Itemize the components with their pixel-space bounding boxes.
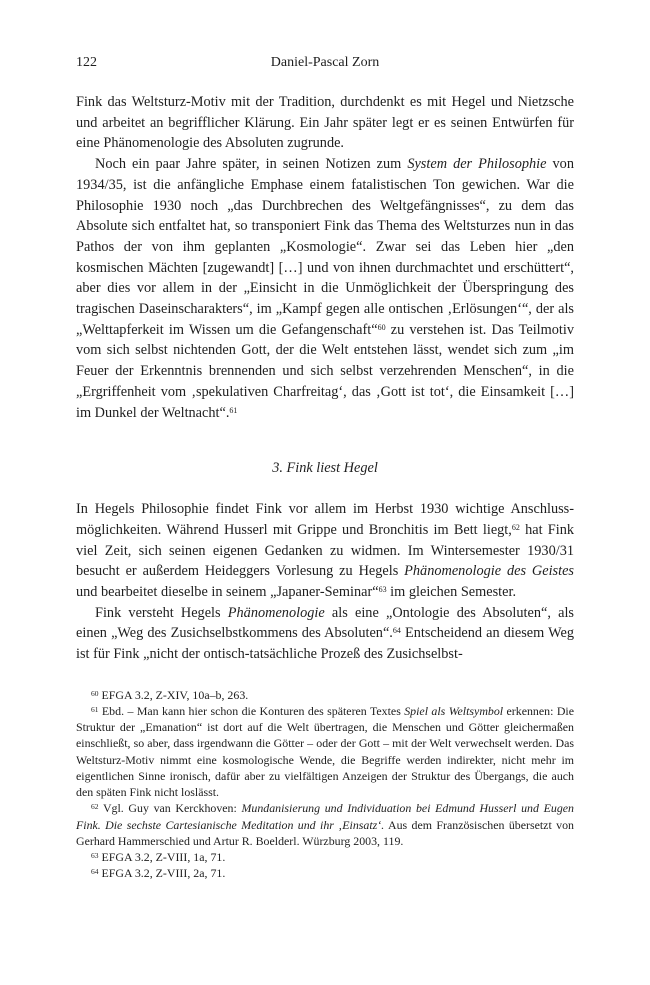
running-head-author: Daniel-Pascal Zorn xyxy=(270,55,380,70)
footnote-ref: 60 xyxy=(377,322,386,332)
footnote-number: 63 xyxy=(91,850,99,860)
footnote-63 xyxy=(76,849,574,865)
footnote-61 xyxy=(76,703,574,800)
footnote-text: EFGA 3.2, Z-VIII, 2a, 71. xyxy=(101,866,226,881)
italic-title: Spiel als Weltsymbol xyxy=(404,704,504,719)
footnote-number: 61 xyxy=(91,705,99,715)
italic-title: Phänomenologie xyxy=(227,604,325,621)
paragraph: Fink das Weltsturz-Motiv mit der Tradition, durchdenkt es mit Hegel und Nietzsche und arbeitet an begrifflicher Klärung. Ein Jahr später legt er es seinen Entwürfen für eine Phänomenologie des Absoluten zugrunde. xyxy=(76,94,574,152)
footnote-ref: 62 xyxy=(511,522,520,532)
text-run: In Hegels Philosophie findet Fink vor allem im Herbst 1930 wichtige Anschlussmöglichkeiten. Während Husserl mit Grippe und Bronchitis im Bett liegt, xyxy=(76,501,574,538)
text-run: von 1934/35, ist die anfängliche Emphase einem fatalistischen Ton gewichen. War die Philosophie 1930 noch „das Durchbrechen des Weltgefängnisses“, zu dem das Absolute sich entfaltet hat, so transponiert Fink das Thema des Weltsturzes nun in das Pathos der von ihm geplanten „Kosmologie“. Zwar sei das Leben hier „den kosmischen Mächten [zugewandt] […] und von ihnen durchmachtet und erschüttert“, aber dies vor allem in der „Einsicht in die Unmöglichkeit der Überspringung des tragischen Daseinscharakters“, im „Kampf gegen alle ontischen ‚Erlösungen‘“, der als „Welttapferkeit im Wissen um die Gefangenschaft“ xyxy=(76,156,574,338)
italic-title: Mundanisierung und Individuation bei Edmund Husserl und Eugen Fink. Die sechste Cartesianische Meditation und ihr ‚Einsatz‘. xyxy=(76,801,574,832)
text-run: Entscheidend an diesem Weg ist für Fink „nicht der ontisch-tatsächliche Prozeß des Zusichselbst- xyxy=(76,625,574,663)
footnote-number: 60 xyxy=(91,688,99,698)
footnote-62 xyxy=(76,800,574,849)
italic-title: Phänomenologie des Geistes xyxy=(404,563,574,580)
book-page xyxy=(76,55,574,881)
section-heading: 3. Fink liest Hegel xyxy=(272,460,378,477)
text-run: zu verstehen ist. Das Teilmotiv vom sich selbst nichtenden Gott, der die Welt entstehen lässt, wendet sich zum „im Feuer der Erkenntnis brennenden und sich selbst verzehrenden Menschen“, in die „Ergriffenheit vom ‚spekulativen Charfreitag‘, das ‚Gott ist tot‘, die Einsamkeit […] im Dunkel der Weltnacht“. xyxy=(76,321,575,421)
footnote-text: erkennen: Die Struktur der „Emanation“ ist dort auf die Welt übertragen, die Menschen und Götter gleichermaßen einschließt, so aber, dass irgendwann die Götter – oder der Gott – mit der Welt verwechselt werden. Das Weltsturz-Motiv nimmt eine kosmologische Wende, die Begriffe werden indirekter, nicht mehr im eigentlichen Sinne ironisch, dafür aber zu vielfältigen Anzeigen der Struktur des Übergangs, die auch den späten Fink nicht loslässt. xyxy=(76,704,574,800)
paragraph xyxy=(76,499,574,603)
footnote-number: 62 xyxy=(91,802,99,812)
footnote-text: Aus dem Französischen übersetzt von Gerhard Hammerschied und Artur R. Boelderl. Würzburg 2003, 119. xyxy=(76,817,574,848)
paragraph xyxy=(76,154,574,423)
text-run: Noch ein paar Jahre später, in seinen Notizen zum xyxy=(95,156,408,173)
footnote-text: Ebd. – Man kann hier schon die Konturen des späteren Textes xyxy=(101,704,405,719)
main-text xyxy=(76,92,574,665)
footnote-ref: 61 xyxy=(229,405,238,415)
italic-title: System der Philosophie xyxy=(407,156,547,173)
text-run: im gleichen Semester. xyxy=(386,584,517,601)
footnote-text: EFGA 3.2, Z-XIV, 10a–b, 263. xyxy=(101,687,249,702)
footnote-ref: 64 xyxy=(392,626,401,636)
footnote-number: 64 xyxy=(91,867,99,877)
text-run: und bearbeitet dieselbe in seinem „Japaner-Seminar“ xyxy=(76,584,379,601)
text-run: als eine „Ontologie des Absoluten“, als einen „Weg des Zusichselbstkommens des Absoluten“. xyxy=(76,604,574,642)
text-run: hat Fink viel Zeit, sich seinen eigenen Gedanken zu widmen. Im Wintersemester 1930/31 besucht er außerdem Heideggers Vorlesung zu Hegels xyxy=(76,521,574,580)
footnote-64 xyxy=(76,865,574,881)
footnote-text: EFGA 3.2, Z-VIII, 1a, 71. xyxy=(101,849,226,864)
footnote-text: Vgl. Guy van Kerckhoven: xyxy=(102,801,242,816)
page-number: 122 xyxy=(76,55,97,70)
footnote-ref: 63 xyxy=(378,585,387,595)
page-header xyxy=(76,55,574,75)
paragraph xyxy=(76,603,574,665)
footnotes xyxy=(76,687,574,881)
footnote-60 xyxy=(76,687,574,703)
text-run: Fink versteht Hegels xyxy=(95,604,228,621)
